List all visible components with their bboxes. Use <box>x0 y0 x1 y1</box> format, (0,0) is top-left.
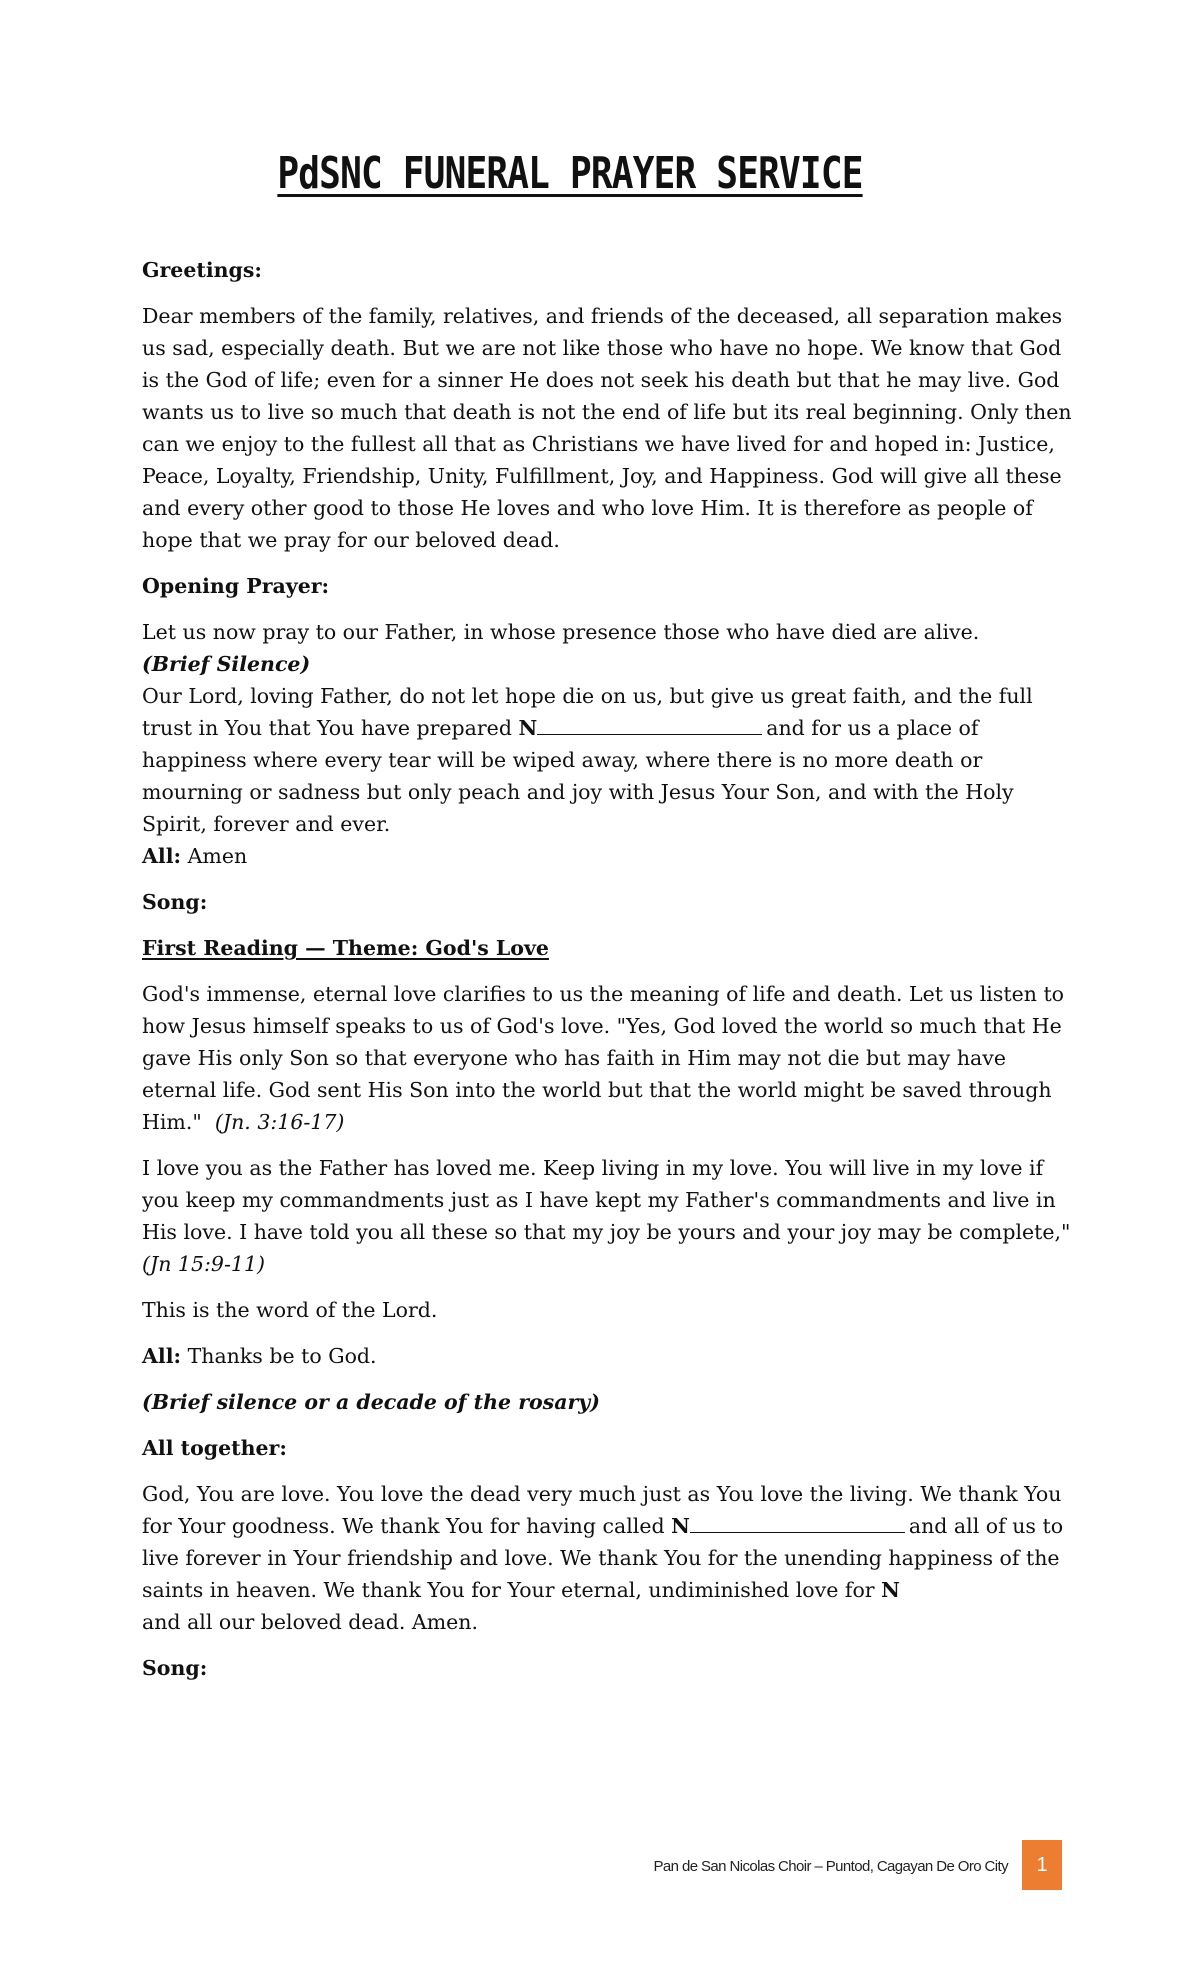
all-together-text-middle: and all of us to live forever in Your friendship and love. We thank You for the unending happiness of the saints in heaven. We thank You for Your eternal, undiminished love for <box>142 1514 1064 1602</box>
opening-prayer-text-before: Our Lord, loving Father, do not let hope die on us, but give us great faith, and the full trust in You that You have prepared <box>142 684 1033 740</box>
footer-organization: Pan de San Nicolas Choir – Puntod, Cagayan De Oro City <box>653 1858 1008 1875</box>
name-marker: N <box>671 1514 690 1538</box>
document-title: PdSNC FUNERAL PRAYER SERVICE <box>277 148 863 199</box>
reading-response <box>142 1340 1082 1372</box>
all-together-text-before: God, You are love. You love the dead very much just as You love the living. We thank You for Your goodness. We thank You for having called <box>142 1482 1062 1538</box>
response-text: Amen <box>181 844 248 868</box>
greetings-text: Dear members of the family, relatives, and friends of the deceased, all separation makes us sad, especially death. But we are not like those who have no hope. We know that God is the God of life; even for a sinner He does not seek his death but that he may live. God wants us to live so much that death is not the end of life but its real beginning. Only then can we enjoy to the fullest all that as Christians we have lived for and hoped in: Justice, Peace, Loyalty, Friendship, Unity, Fulfillment, Joy, and Happiness. God will give all these and every other good to those He loves and who love Him. It is therefore as people of hope that we pray for our beloved dead. <box>142 304 1072 552</box>
opening-prayer-heading: Opening Prayer: <box>142 574 330 598</box>
song-heading: Song: <box>142 1656 208 1680</box>
scripture-reference: (Jn. 3:16-17) <box>214 1110 345 1134</box>
all-together-prayer <box>142 1478 1082 1638</box>
first-reading-para-1 <box>142 978 1082 1138</box>
first-reading-heading: First Reading — Theme: God's Love <box>142 936 549 960</box>
name-marker: N <box>518 716 538 740</box>
opening-prayer-text-after: and for us a place of happiness where every tear will be wiped away, where there is no more death or mourning or sadness but only peach and joy with Jesus Your Son, and with the Holy Spirit, forever and ever. <box>142 716 1014 836</box>
scripture-reference: (Jn 15:9-11) <box>142 1252 265 1276</box>
name-blank-line <box>537 714 762 735</box>
page-number-badge: 1 <box>1022 1840 1062 1890</box>
rosary-silence-note: (Brief silence or a decade of the rosary) <box>142 1390 600 1414</box>
response-label: All: <box>142 1344 182 1368</box>
name-blank-line <box>690 1512 905 1533</box>
first-reading-para-2-text: I love you as the Father has loved me. Keep living in my love. You will live in my love if you keep my commandments just as I have kept my Father's commandments and live in His love. I have told you all these so that my joy be yours and your joy may be complete," <box>142 1156 1071 1244</box>
first-reading-para-2 <box>142 1152 1082 1280</box>
greetings-heading: Greetings: <box>142 258 262 282</box>
response-label: All: <box>142 844 182 868</box>
first-reading-para-1-text: God's immense, eternal love clarifies to us the meaning of life and death. Let us listen to how Jesus himself speaks to us of God's love. "Yes, God loved the world so much that He gave His only Son so that everyone who has faith in Him may not die but may have eternal life. God sent His Son into the world but that the world might be saved through Him." <box>142 982 1065 1134</box>
all-together-heading: All together: <box>142 1436 287 1460</box>
opening-prayer-block <box>142 616 1082 872</box>
all-together-text-after: and all our beloved dead. Amen. <box>142 1610 479 1634</box>
brief-silence-note: (Brief Silence) <box>142 652 311 676</box>
reading-closing: This is the word of the Lord. <box>142 1298 438 1322</box>
opening-prayer-intro: Let us now pray to our Father, in whose presence those who have died are alive. <box>142 620 980 644</box>
response-text: Thanks be to God. <box>181 1344 377 1368</box>
song-heading: Song: <box>142 890 208 914</box>
name-marker: N <box>881 1578 900 1602</box>
document-body <box>142 254 1082 1698</box>
